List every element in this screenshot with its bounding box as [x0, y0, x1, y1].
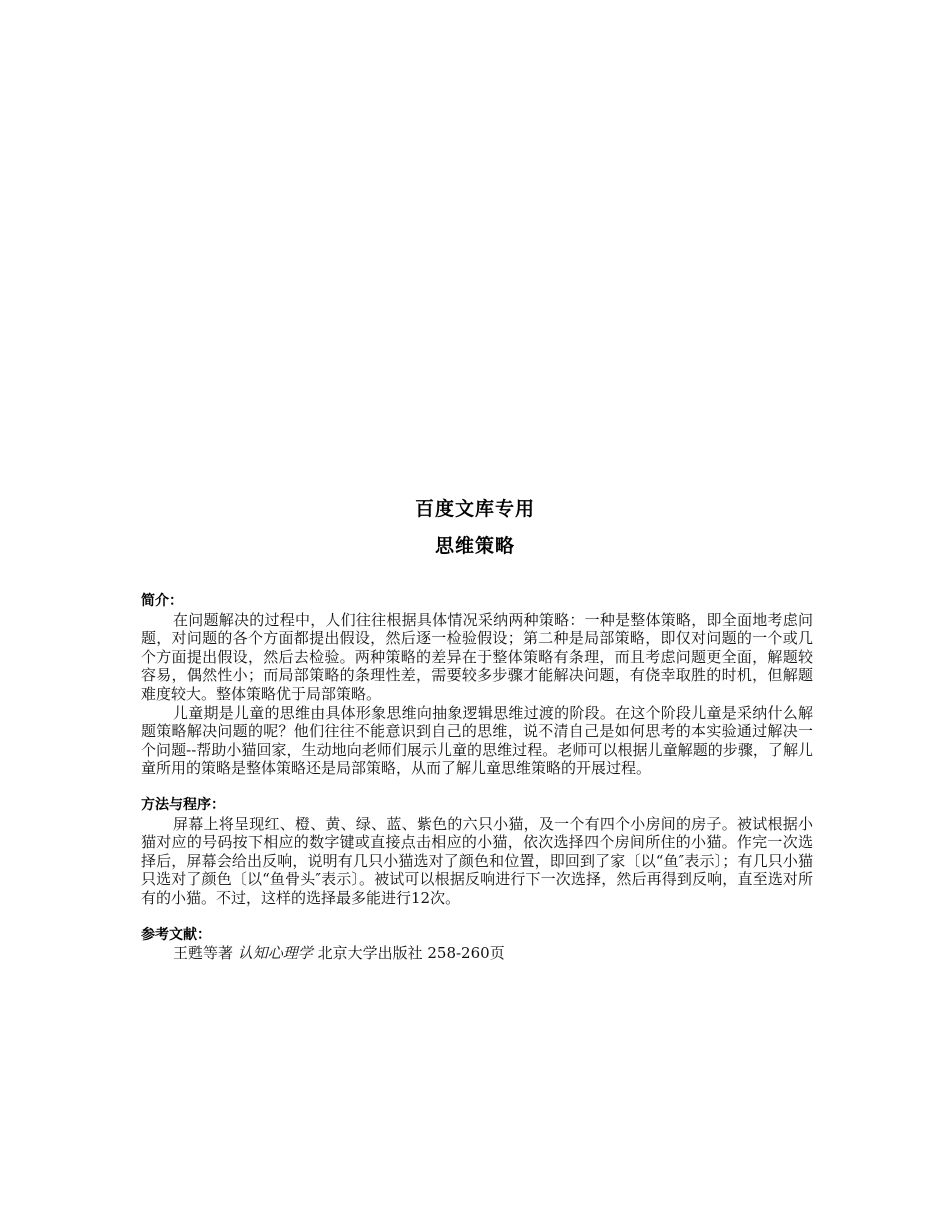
- intro-heading: 简介：: [141, 593, 183, 609]
- document-title: 百度文库专用: [414, 498, 535, 520]
- reference-entry: [141, 944, 813, 963]
- method-heading: 方法与程序：: [141, 796, 225, 813]
- method-paragraph-1: 屏幕上将呈现红、橙、黄、绿、蓝、紫色的六只小猫，及一个有四个小房间的房子。被试根据小猫对应的号码按下相应的数字键或直接点击相应的小猫，依次选择四个房间所住的小猫。作完一次选择后，屏幕会给出反响，说明有几只小猫选对了颜色和位置，即回到了家〔以“鱼″表示〕；有几只小猫只选对了颜色〔以“鱼骨头″表示〕。被试可以根据反响进行下一次选择，然后再得到反响，直至选对所有的小猫。不过，这样的选择最多能进行12次。: [141, 814, 813, 907]
- references-section: [141, 926, 813, 963]
- references-heading: 参考文献：: [141, 926, 211, 943]
- document-subtitle: 思维策略: [434, 535, 515, 557]
- intro-section: [141, 592, 813, 778]
- document-body: [141, 592, 813, 981]
- intro-paragraph-2: 儿童期是儿童的思维由具体形象思维向抽象逻辑思维过渡的阶段。在这个阶段儿童是采纳什么解题策略解决问题的呢？他们往往不能意识到自己的思维，说不清自己是如何思考的本实验通过解决一个问题--帮助小猫回家，生动地向老师们展示儿童的思维过程。老师可以根据儿童解题的步骤，了解儿童所用的策略是整体策略还是局部策略，从而了解儿童思维策略的开展过程。: [141, 703, 813, 778]
- reference-author: 王甦等著: [173, 944, 234, 963]
- method-section: [141, 796, 813, 908]
- reference-publisher: 北京大学出版社 258-260页: [317, 944, 505, 963]
- intro-paragraph-1: 在问题解决的过程中，人们往往根据具体情况采纳两种策略：一种是整体策略，即全面地考虑问题，对问题的各个方面都提出假设，然后逐一检验假设；第二种是局部策略，即仅对问题的一个或几个方面提出假设，然后去检验。两种策略的差异在于整体策略有条理，而且考虑问题更全面，解题较容易，偶然性小；而局部策略的条理性差，需要较多步骤才能解决问题，有侥幸取胜的时机，但解题难度较大。整体策略优于局部策略。: [141, 610, 813, 703]
- reference-book-title: 认知心理学: [237, 944, 313, 963]
